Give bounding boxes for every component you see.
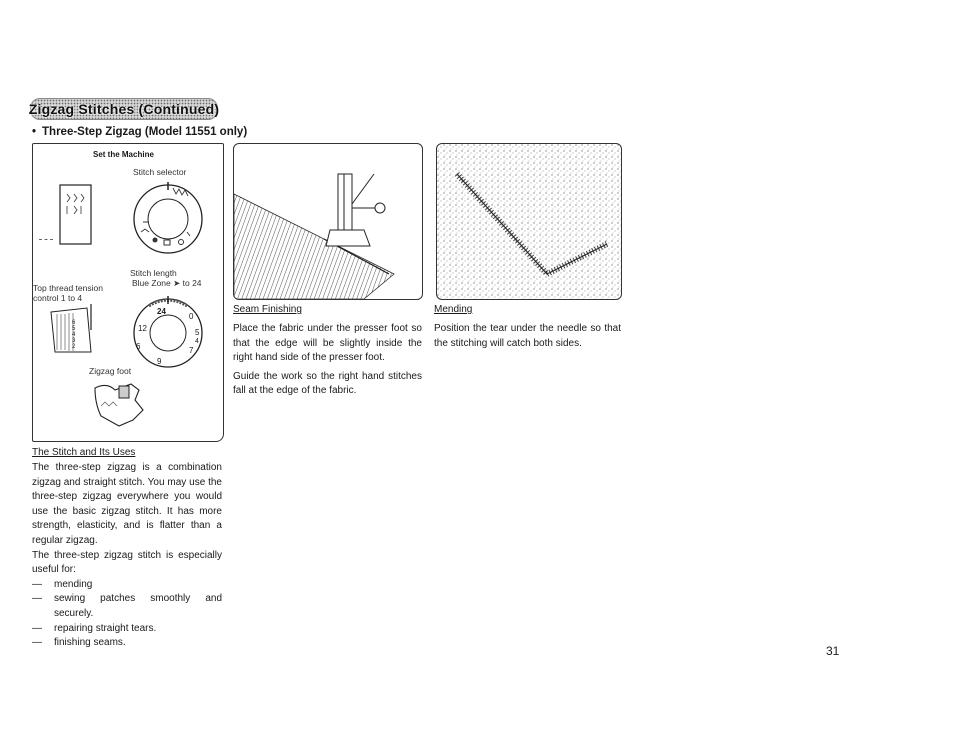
list-item-text: mending	[54, 578, 93, 590]
seam-finishing-text	[233, 322, 422, 403]
zigzag-foot-icon	[89, 376, 149, 432]
length-number: 9	[157, 357, 162, 366]
tension-number: 5	[72, 326, 76, 332]
dash: —	[32, 578, 42, 590]
tension-label-line2: control 1 to 4	[33, 293, 83, 303]
dash: —	[32, 622, 42, 634]
list-item-text: repairing straight tears.	[54, 622, 157, 634]
section-title: Zigzag Stitches (Continued)	[28, 101, 220, 117]
length-number: 6	[136, 342, 141, 351]
list-item	[32, 578, 222, 593]
length-number: 0	[189, 312, 194, 321]
stitch-uses-heading: The Stitch and Its Uses	[32, 447, 136, 458]
list-item	[32, 636, 222, 651]
subsection-title-text: Three-Step Zigzag (Model 11551 only)	[42, 126, 248, 138]
seam-finishing-figure	[233, 143, 423, 300]
stitch-selector-label: Stitch selector	[133, 167, 187, 177]
list-item	[32, 622, 222, 637]
tension-number: 4	[72, 332, 76, 338]
subsection-title	[32, 126, 247, 138]
stitch-length-dial-icon	[131, 296, 205, 370]
tension-dial-numbers	[72, 320, 75, 350]
mending-para: Position the tear under the needle so that the stitching will catch both sides.	[434, 323, 621, 349]
length-number: 7	[189, 346, 194, 355]
dash: —	[32, 593, 42, 605]
arrow-right-icon: ➤	[173, 278, 181, 288]
presser-foot-fabric-icon	[234, 144, 422, 299]
mending-figure	[436, 143, 622, 300]
dash: —	[32, 637, 42, 649]
stitch-uses-para: The three-step zigzag stitch is especially useful for:	[32, 549, 222, 576]
seam-finishing-para: Guide the work so the right hand stitches fall at the edge of the fabric.	[233, 370, 422, 397]
zigzag-foot-label: Zigzag foot	[89, 366, 132, 376]
stitch-selector-dial-icon	[131, 182, 205, 256]
stitch-length-label: Stitch length	[130, 268, 177, 278]
panel-heading: Set the Machine	[93, 150, 154, 159]
tension-number: 3	[72, 338, 76, 344]
section-banner	[30, 98, 218, 120]
tension-number: 2	[72, 344, 76, 350]
mending-text	[434, 322, 621, 355]
stitch-pattern-window-icon	[59, 184, 93, 246]
stitch-uses-para: The three-step zigzag is a combination zigzag and straight stitch. You may use the three-step zigzag everywhere you would use the basic zigzag stitch. It has more strength, elasticity, and is flatter than a regular zigzag.	[32, 462, 222, 546]
tension-number: 6	[72, 320, 76, 326]
machine-settings-panel	[32, 143, 224, 442]
mending-caption: Mending	[434, 304, 473, 315]
mending-fabric-icon	[437, 144, 621, 299]
tension-label-line1: Top thread tension	[33, 283, 103, 293]
length-number: 12	[138, 324, 147, 333]
list-item-text: sewing patches smoothly and securely.	[54, 593, 222, 619]
list-item-text: finishing seams.	[54, 637, 126, 649]
length-number: 5	[195, 328, 200, 337]
blue-zone-label-row	[132, 278, 202, 288]
pointer-line	[39, 239, 53, 240]
length-number: 4	[195, 338, 199, 345]
page-number: 31	[826, 644, 840, 658]
stitch-uses-text	[32, 461, 222, 651]
bullet-icon: •	[32, 126, 37, 138]
seam-finishing-caption: Seam Finishing	[233, 304, 302, 315]
blue-zone-label: Blue Zone	[132, 278, 171, 288]
list-item	[32, 592, 222, 621]
seam-finishing-para: Place the fabric under the presser foot so that the edge will be slightly inside the right hand side of the presser foot.	[233, 323, 422, 364]
length-number-24: 24	[157, 307, 166, 316]
blue-zone-setting: to 24	[182, 278, 202, 288]
